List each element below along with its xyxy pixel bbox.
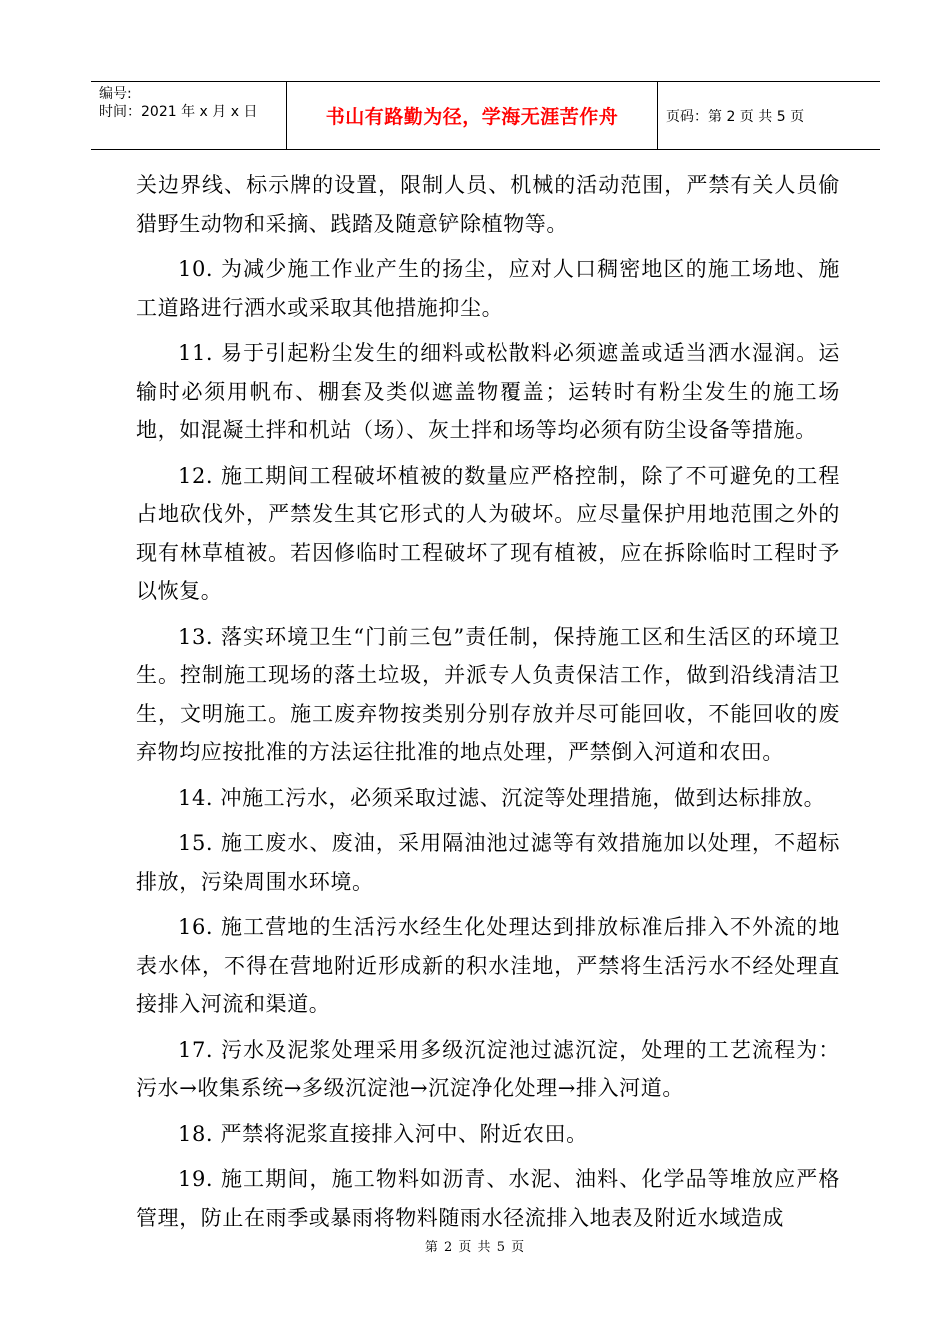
paragraph: 19. 施工期间，施工物料如沥青、水泥、油料、化学品等堆放应严格管理，防止在雨季或暴雨将物料随雨水径流排入地表及附近水域造成 — [136, 1167, 840, 1230]
paragraph: 18. 严禁将泥浆直接排入河中、附近农田。 — [178, 1121, 588, 1146]
document-number-label: 编号: — [99, 86, 132, 102]
header-motto: 书山有路勤为径，学海无涯苦作舟 — [325, 106, 619, 128]
paragraph: 15. 施工废水、废油，采用隔油池过滤等有效措施加以处理，不超标排放，污染周围水环境。 — [136, 831, 840, 894]
header-page-cell — [658, 82, 880, 149]
page-footer — [0, 1236, 950, 1255]
document-body — [136, 166, 840, 1244]
paragraph: 17. 污水及泥浆处理采用多级沉淀池过滤沉淀，处理的工艺流程为：污水→收集系统→多级沉淀池→沉淀净化处理→排入河道。 — [136, 1037, 840, 1100]
paragraph: 12. 施工期间工程破坏植被的数量应严格控制，除了不可避免的工程占地砍伐外，严禁发生其它形式的人为破坏。应尽量保护用地范围之外的现有林草植被。若因修临时工程破坏了现有植被，应在拆除临时工程时予以恢复。 — [136, 463, 840, 603]
header-meta-cell — [91, 82, 287, 149]
header-page-info: 页码：第 2 页 共 5 页 — [666, 108, 805, 125]
paragraph: 13. 落实环境卫生“门前三包”责任制，保持施工区和生活区的环境卫生。控制施工现场的落土垃圾，并派专人负责保洁工作，做到沿线清洁卫生，文明施工。施工废弃物按类别分别存放并尽可能回收，不能回收的废弃物均应按批准的方法运往批准的地点处理，严禁倒入河道和农田。 — [136, 624, 840, 764]
document-time-label: 时间：2021 年 x 月 x 日 — [99, 104, 258, 120]
paragraph: 10. 为减少施工作业产生的扬尘，应对人口稠密地区的施工场地、施工道路进行洒水或采取其他措施抑尘。 — [136, 257, 840, 320]
paragraph: 16. 施工营地的生活污水经生化处理达到排放标准后排入不外流的地表水体，不得在营地附近形成新的积水洼地，严禁将生活污水不经处理直接排入河流和渠道。 — [136, 915, 840, 1016]
paragraph: 14. 冲施工污水，必须采取过滤、沉淀等处理措施，做到达标排放。 — [178, 785, 826, 810]
paragraph: 关边界线、标示牌的设置，限制人员、机械的活动范围，严禁有关人员偷猎野生动物和采摘、践踏及随意铲除植物等。 — [136, 173, 840, 236]
footer-page-number: 第 2 页 共 5 页 — [424, 1240, 526, 1255]
document-header — [91, 81, 880, 150]
paragraph: 11. 易于引起粉尘发生的细料或松散料必须遮盖或适当洒水湿润。运输时必须用帆布、棚套及类似遮盖物覆盖；运转时有粉尘发生的施工场地，如混凝土拌和机站（场）、灰土拌和场等均必须有防尘设备等措施。 — [136, 341, 840, 442]
header-motto-cell — [287, 82, 658, 149]
